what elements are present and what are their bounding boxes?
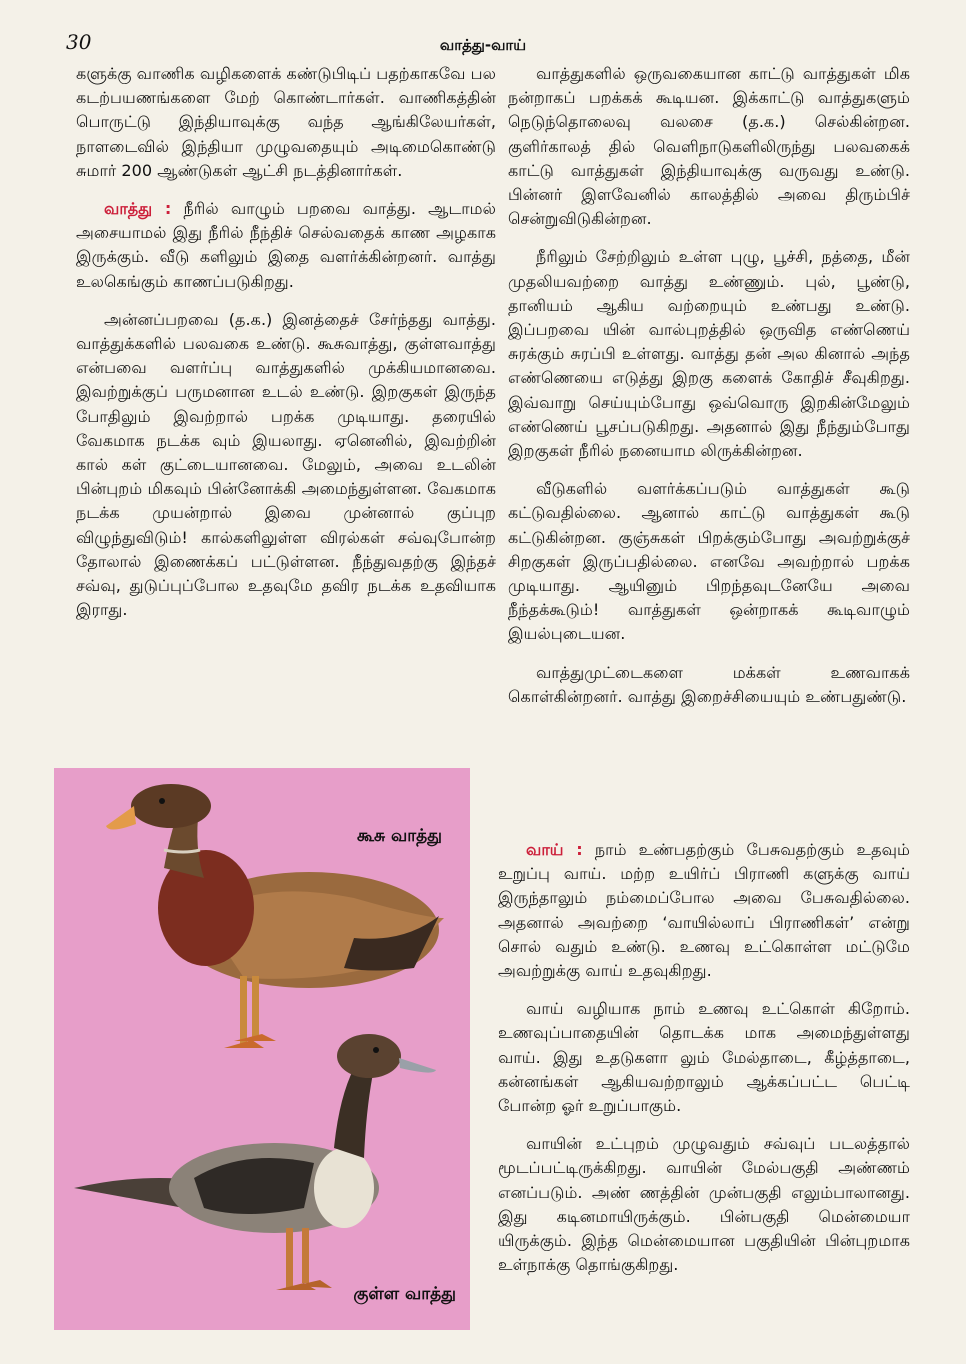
muscovy-duck-drawing (106, 784, 444, 1048)
duck-paragraph-1-text: நீரில் வாழும் பறவை வாத்து. ஆடாமல் அசையாமல் இது நீரில் நீந்திச் செல்வதைக் காண அழகாக இருக்கும். வீடு களிலும் இதை வளர்க்கின்றனர். வாத்து உலகெங்கும் காணப்படுகிறது. (76, 199, 496, 291)
right-column (508, 62, 910, 723)
intro-paragraph: களுக்கு வாணிக வழிகளைக் கண்டுபிடிப் பதற்காகவே பல கடற்பயணங்களை மேற் கொண்டார்கள். வாணிகத்தின் பொருட்டு இந்தியாவுக்கு வந்த ஆங்கிலேயர்கள், நாளடைவில் இந்தியா முழுவதையும் அடிமைகொண்டு சுமார் 200 ஆண்டுகள் ஆட்சி நடத்தினார்கள். (76, 64, 496, 180)
mouth-heading: வாய் : (526, 840, 583, 859)
running-head: வாத்து-வாய் (439, 36, 527, 54)
duck-paragraph-2: அன்னப்பறவை (த.க.) இனத்தைச் சேர்ந்தது வாத்து. வாத்துக்களில் பலவகை உண்டு. கூசுவாத்து, குள்ளவாத்து என்பவை வளர்ப்பு வாத்துகளில் முக்கியமானவை. இவற்றுக்குப் பருமனான உடல் உண்டு. இறகுகள் இருந்த போதிலும் இவற்றால் பறக்க முடியாது. தரையில் வேகமாக நடக்க வும் இயலாது. ஏனெனில், இவற்றின் கால் கள் குட்டையானவை. மேலும், அவை உடலின் பின்புறம் மிகவும் பின்னோக்கி அமைந்துள்ளன. வேகமாக நடக்க முயன்றால் இவை முன்னால் குப்புற விழுந்துவிடும்! கால்களிலுள்ள விரல்கள் சவ்வுபோன்ற தோலால் இணைக்கப் பட்டுள்ளன. நீந்துவதற்கு இந்தச் சவ்வு, துடுப்புப்போல உதவுமே தவிர நடக்க உதவியாக இராது. (76, 309, 496, 620)
mouth-paragraph-2: வாய் வழியாக நாம் உணவு உட்கொள் கிறோம். உணவுப்பாதையின் தொடக்க மாக அமைந்துள்ளது வாய். இது உதடுகளா லும் மேல்தாடை, கீழ்த்தாடை, கன்னங்கள் ஆகியவற்றாலும் ஆக்கப்பட்ட பெட்டி போன்ற ஓர் உறுப்பாகும். (498, 999, 910, 1116)
pintail-duck-drawing (74, 1034, 436, 1290)
diet-paragraph: நீரிலும் சேற்றிலும் உள்ள புழு, பூச்சி, நத்தை, மீன் முதலியவற்றை வாத்து உண்ணும். புல், பூண்டு, தானியம் ஆகிய வற்றையும் உண்பது உண்டு. இப்பறவை யின் வால்புறத்தில் ஒருவித எண்ணெய் சுரக்கும் சுரப்பி உள்ளது. வாத்து தன் அல கினால் அந்த எண்ணெயை எடுத்து இறகு களைக் கோதிச் சீவுகிறது. இவ்வாறு செய்யும்போது ஒவ்வொரு இறகின்மேலும் எண்ணெய் பூசப்படுகிறது. அதனால் இது நீந்தும்போது இறகுகள் நீரில் நனையாம லிருக்கின்றன. (508, 247, 910, 461)
mouth-paragraph-1 (498, 838, 910, 983)
left-column (76, 62, 496, 636)
mouth-section (498, 838, 910, 1291)
mouth-paragraph-3: வாயின் உட்புறம் முழுவதும் சவ்வுப் படலத்தால் மூடப்பட்டிருக்கிறது. வாயின் மேல்பகுதி அண்ணம் எனப்படும். அண் ணத்தின் முன்பகுதி எலும்பாலானது. இது கடினமாயிருக்கும். பின்பகுதி மென்மையா யிருக்கும். இந்த மென்மையான பகுதியின் பின்புறமாக உள்நாக்கு தொங்குகிறது. (498, 1134, 910, 1275)
mouth-paragraph-1-text: நாம் உண்பதற்கும் பேசுவதற்கும் உதவும் உறுப்பு வாய். மற்ற உயிர்ப் பிராணி களுக்கு வாய் இருந்தாலும் நம்மைப்போல அவை பேசுவதில்லை. அதனால் அவற்றை ‘வாயில்லாப் பிராணிகள்’ என்று சொல் வதும் உண்டு. உணவு உட்கொள்ள மட்டுமே அவற்றுக்கு வாய் உதவுகிறது. (498, 840, 910, 981)
nesting-paragraph: வீடுகளில் வளர்க்கப்படும் வாத்துகள் கூடு கட்டுவதில்லை. ஆனால் காட்டு வாத்துகள் கூடு கட்டுகின்றன. குஞ்சுகள் பிறக்கும்போது அவற்றுக்குச் சிறகுகள் இருப்பதில்லை. எனவே அவற்றால் பறக்க முடியாது. ஆயினும் பிறந்தவுடனேயே அவை நீந்தக்கூடும்! வாத்துகள் ஒன்றாகக் கூடிவாழும் இயல்புடையன. (508, 479, 910, 644)
duck-drawings (54, 768, 470, 1330)
caption-pintail-duck: குள்ள வாத்து (353, 1284, 456, 1304)
caption-muscovy-duck: கூசு வாத்து (356, 826, 442, 846)
wild-duck-paragraph: வாத்துகளில் ஒருவகையான காட்டு வாத்துகள் மிக நன்றாகப் பறக்கக் கூடியன. இக்காட்டு வாத்துகளும் நெடுந்தொலைவு வலசை (த.க.) செல்கின்றன. குளிர்காலத் தில் வெளிநாடுகளிலிருந்து பலவகைக் காட்டு வாத்துகள் இந்தியாவுக்கு வருவது உண்டு. பின்னர் இளவேனில் காலத்தில் அவை திரும்பிச் சென்றுவிடுகின்றன. (508, 64, 910, 229)
eggs-paragraph: வாத்துமுட்டைகளை மக்கள் உணவாகக் கொள்கின்றனர். வாத்து இறைச்சியையும் உண்பதுண்டு. (508, 662, 910, 706)
page-number: 30 (66, 30, 92, 54)
duck-paragraph-1 (76, 197, 496, 294)
duck-heading: வாத்து : (104, 199, 172, 219)
duck-illustration (54, 768, 470, 1330)
